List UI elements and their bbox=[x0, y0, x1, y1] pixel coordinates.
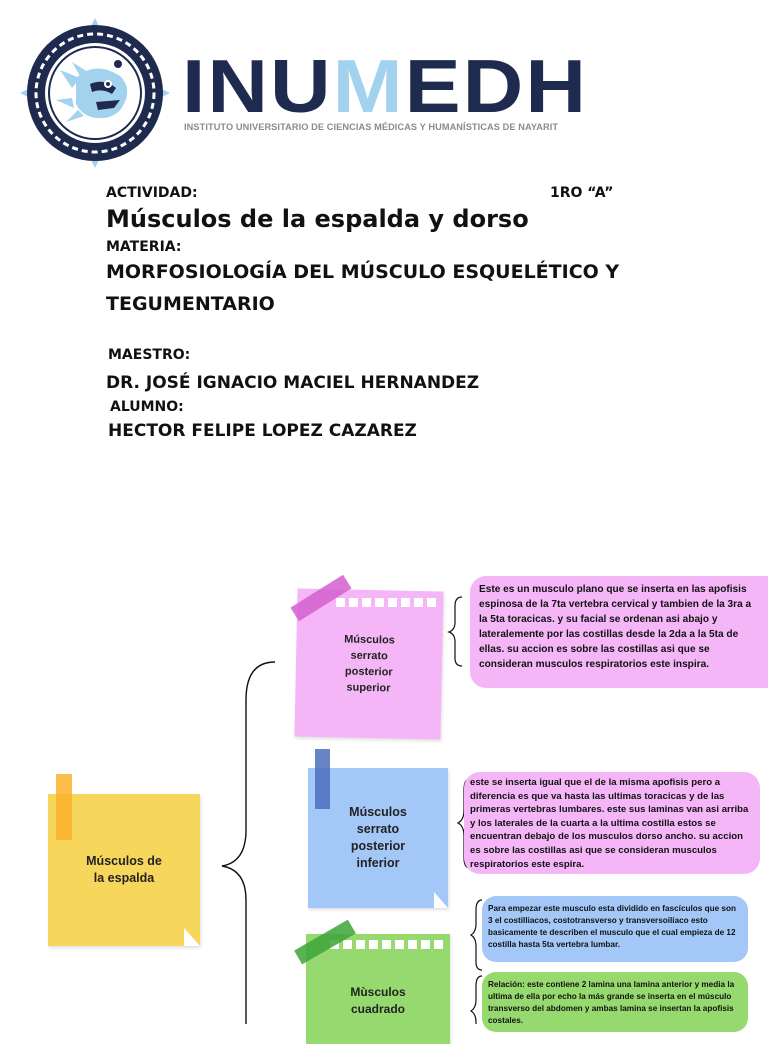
grupo-label: 1RO “A” bbox=[550, 185, 614, 201]
alumno-label: ALUMNO: bbox=[110, 399, 184, 415]
node-note-line: serrato bbox=[356, 822, 400, 836]
node-2-tape bbox=[315, 749, 330, 809]
alumno-name: HECTOR FELIPE LOPEZ CAZAREZ bbox=[108, 421, 417, 441]
node-note-line: posterior bbox=[350, 839, 406, 853]
node-note-line: inferior bbox=[356, 856, 400, 870]
root-tape bbox=[56, 774, 72, 840]
actividad-title: Músculos de la espalda y dorso bbox=[106, 205, 529, 233]
brace-node-3a bbox=[471, 900, 482, 970]
node-1-holes bbox=[336, 598, 436, 607]
main-brace bbox=[222, 662, 275, 1024]
node-note-line: Músculos bbox=[349, 805, 407, 819]
root-note-fold bbox=[184, 928, 200, 946]
node-note-line: Mùsculos bbox=[350, 985, 406, 999]
root-note-text bbox=[86, 853, 162, 887]
node-note-1-text bbox=[343, 631, 395, 696]
node-note-1 bbox=[294, 588, 443, 739]
node-note-line: superior bbox=[346, 681, 391, 695]
root-note-line: la espalda bbox=[93, 871, 155, 885]
node-note-3 bbox=[306, 934, 450, 1044]
maestro-label: MAESTRO: bbox=[108, 347, 191, 363]
node-note-line: cuadrado bbox=[350, 1002, 405, 1016]
node-3-holes bbox=[330, 940, 443, 949]
brace-node-3b bbox=[471, 976, 482, 1024]
node-note-line: Músculos bbox=[344, 633, 395, 647]
materia-line-1: MORFOSIOLOGÍA DEL MÚSCULO ESQUELÉTICO Y bbox=[106, 261, 620, 283]
node-2-fold bbox=[434, 892, 448, 908]
description-3b: Relación: este contiene 2 lamina una lamina anterior y media la ultima de ella por echo la más grande se inserta en el músculo transverso del abdomen y ambas lamina se insertan la apofisis costales. bbox=[482, 972, 748, 1032]
logo-word-m: M bbox=[332, 43, 405, 129]
maestro-name: DR. JOSÉ IGNACIO MACIEL HERNANDEZ bbox=[106, 373, 480, 393]
logo-word-part: INU bbox=[182, 43, 333, 129]
logo-subtitle: INSTITUTO UNIVERSITARIO DE CIENCIAS MÉDICAS Y HUMANÍSTICAS DE NAYARIT bbox=[184, 122, 559, 132]
logo-word-part: EDH bbox=[404, 43, 589, 129]
node-note-2-text bbox=[349, 804, 407, 872]
materia-label: MATERIA: bbox=[106, 239, 182, 255]
node-note-3-text bbox=[350, 984, 405, 1018]
materia-line-2: TEGUMENTARIO bbox=[106, 293, 275, 315]
description-1: Este es un musculo plano que se inserta en las apofisis espinosa de la 7ta vertebra cervical y tambien de la 3ra a la 5ta toracicas. y su facial se ordenan asi abajo y lateralemente por las costillas desde la 2da a la 5ta de ellas. su accion es sobre las costillas asi que se consideran musculos respiratorios este inspira. bbox=[470, 576, 768, 688]
description-2: este se inserta igual que el de la misma apofisis pero a diferencia es que va hasta las ultimas toracicas y de las primeras vertebras lumbares. este sus laminas van asi arriba y los laterales de la cuarta a la ultima costilla estos se encuentran debajo de los musculos dorso ancho. su accion es sobre las costillas asi que se consideran musculos respiratorios este espira. bbox=[464, 772, 760, 874]
brace-node-1 bbox=[449, 597, 462, 666]
actividad-label: ACTIVIDAD: bbox=[106, 185, 198, 201]
root-note-line: Músculos de bbox=[86, 854, 162, 868]
description-3a: Para empezar este musculo esta dividido en fascículos que son 3 el costilliacos, costotransverso y transversoiliaco esto basicamente te describen el musculo que el cual empieza de 12 costilla hasta 5ta vertebra lumbar. bbox=[482, 896, 748, 962]
node-note-line: posterior bbox=[344, 665, 393, 679]
node-note-line: serrato bbox=[350, 649, 388, 663]
